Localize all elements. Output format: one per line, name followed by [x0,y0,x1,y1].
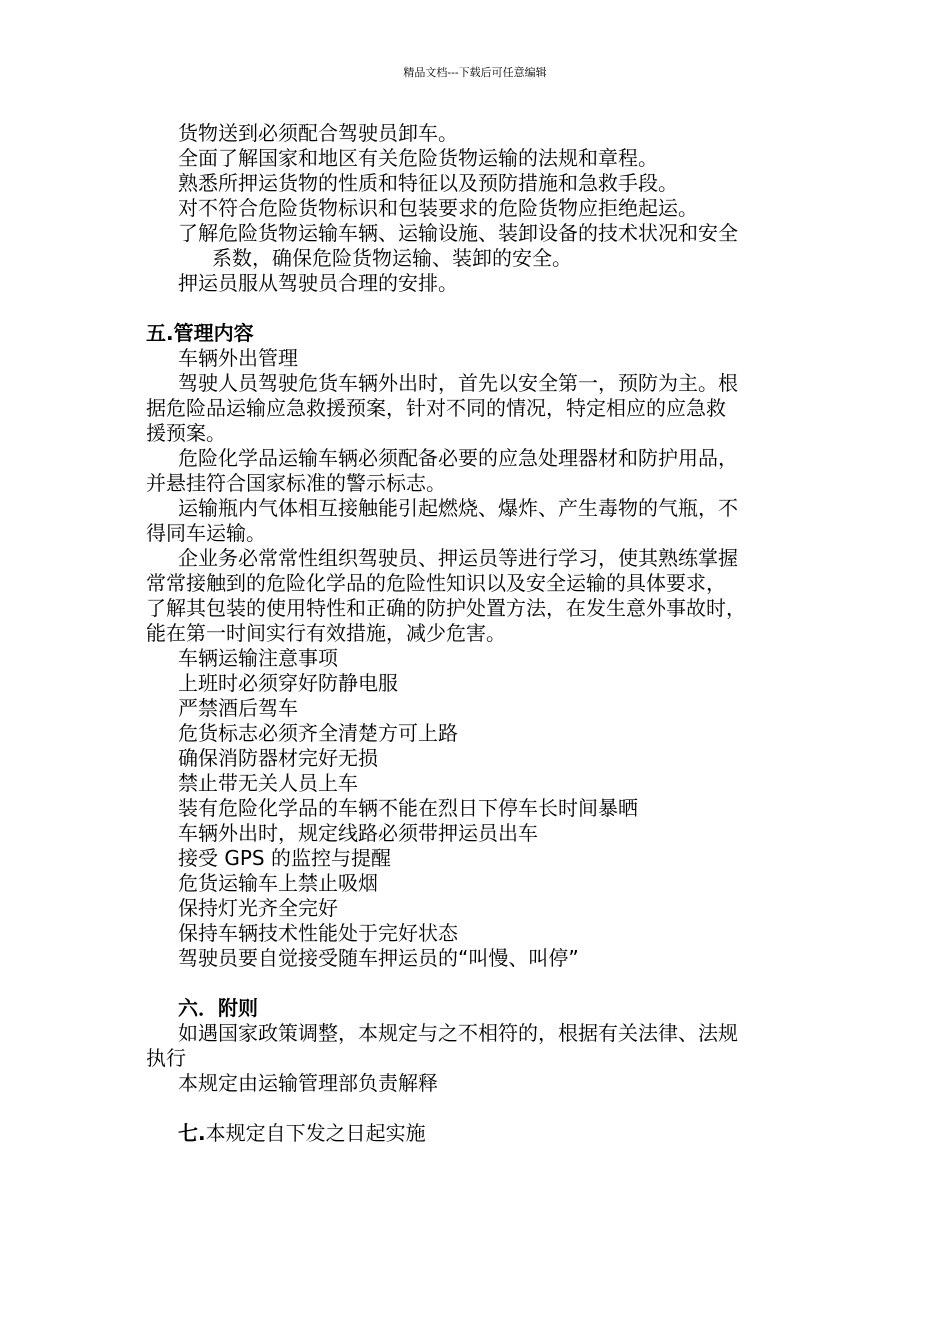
duty-item: 对不符合危险货物标识和包装要求的危险货物应拒绝起运。 [178,196,698,220]
section-7-text: 本规定自下发之日起实施 [205,1121,426,1145]
paragraph-line: 企业务必常常性组织驾驶员、押运员等进行学习，使其熟练掌握 [178,546,738,570]
duty-item: 货物送到必须配合驾驶员卸车。 [178,121,458,145]
rule-item: 危货运输车上禁止吸烟 [178,871,378,895]
paragraph-line: 了解其包装的使用特性和正确的防护处置方法，在发生意外事故时， [146,596,746,620]
rule-item: 接受 GPS 的监控与提醒 [178,846,391,870]
paragraph-line: 本规定由运输管理部负责解释 [178,1071,438,1095]
section-7-line [146,1121,806,1146]
rule-item: 驾驶员要自觉接受随车押运员的“叫慢、叫停” [178,946,579,970]
paragraph-line: 运输瓶内气体相互接触能引起燃烧、爆炸、产生毒物的气瓶，不 [178,496,738,520]
rule-item: 车辆外出时，规定线路必须带押运员出车 [178,821,538,845]
paragraph-line: 并悬挂符合国家标准的警示标志。 [146,471,446,495]
section-6-heading: 六．附则 [178,996,258,1020]
subheading-vehicle-outing: 车辆外出管理 [178,346,298,370]
rule-item: 装有危险化学品的车辆不能在烈日下停车长时间暴晒 [178,796,638,820]
rule-item: 禁止带无关人员上车 [178,771,358,795]
rule-item: 保持灯光齐全完好 [178,896,338,920]
duty-item: 全面了解国家和地区有关危险货物运输的法规和章程。 [178,146,658,170]
paragraph-line: 能在第一时间实行有效措施，减少危害。 [146,621,506,645]
paragraph-line: 据危险品运输应急救援预案，针对不同的情况，特定相应的应急救 [146,396,726,420]
rule-item: 确保消防器材完好无损 [178,746,378,770]
rule-item: 严禁酒后驾车 [178,696,298,720]
rule-item: 保持车辆技术性能处于完好状态 [178,921,458,945]
duty-item: 了解危险货物运输车辆、运输设施、装卸设备的技术状况和安全 [178,221,738,245]
section-7-number: 七. [178,1121,206,1145]
page-header: 精品文档---下载后可任意编辑 [403,66,547,79]
paragraph-line: 危险化学品运输车辆必须配备必要的应急处理器材和防护用品， [178,446,738,470]
paragraph-line: 如遇国家政策调整，本规定与之不相符的，根据有关法律、法规 [178,1021,738,1045]
duty-item: 熟悉所押运货物的性质和特征以及预防措施和急救手段。 [178,171,678,195]
paragraph-line: 常常接触到的危险化学品的危险性知识以及安全运输的具体要求， [146,571,726,595]
paragraph-line: 援预案。 [146,421,226,445]
rule-item: 危货标志必须齐全清楚方可上路 [178,721,458,745]
paragraph-line: 得同车运输。 [146,521,266,545]
rule-item: 上班时必须穿好防静电服 [178,671,398,695]
duty-item-continuation: 系数，确保危险货物运输、装卸的安全。 [212,246,572,270]
paragraph-line: 执行 [146,1046,186,1070]
duty-item: 押运员服从驾驶员合理的安排。 [178,271,458,295]
section-5-heading: 五.管理内容 [146,321,254,345]
document-body [146,121,806,1146]
paragraph-line: 驾驶人员驾驶危货车辆外出时，首先以安全第一，预防为主。根 [178,371,738,395]
subheading-transport-notes: 车辆运输注意事项 [178,646,338,670]
